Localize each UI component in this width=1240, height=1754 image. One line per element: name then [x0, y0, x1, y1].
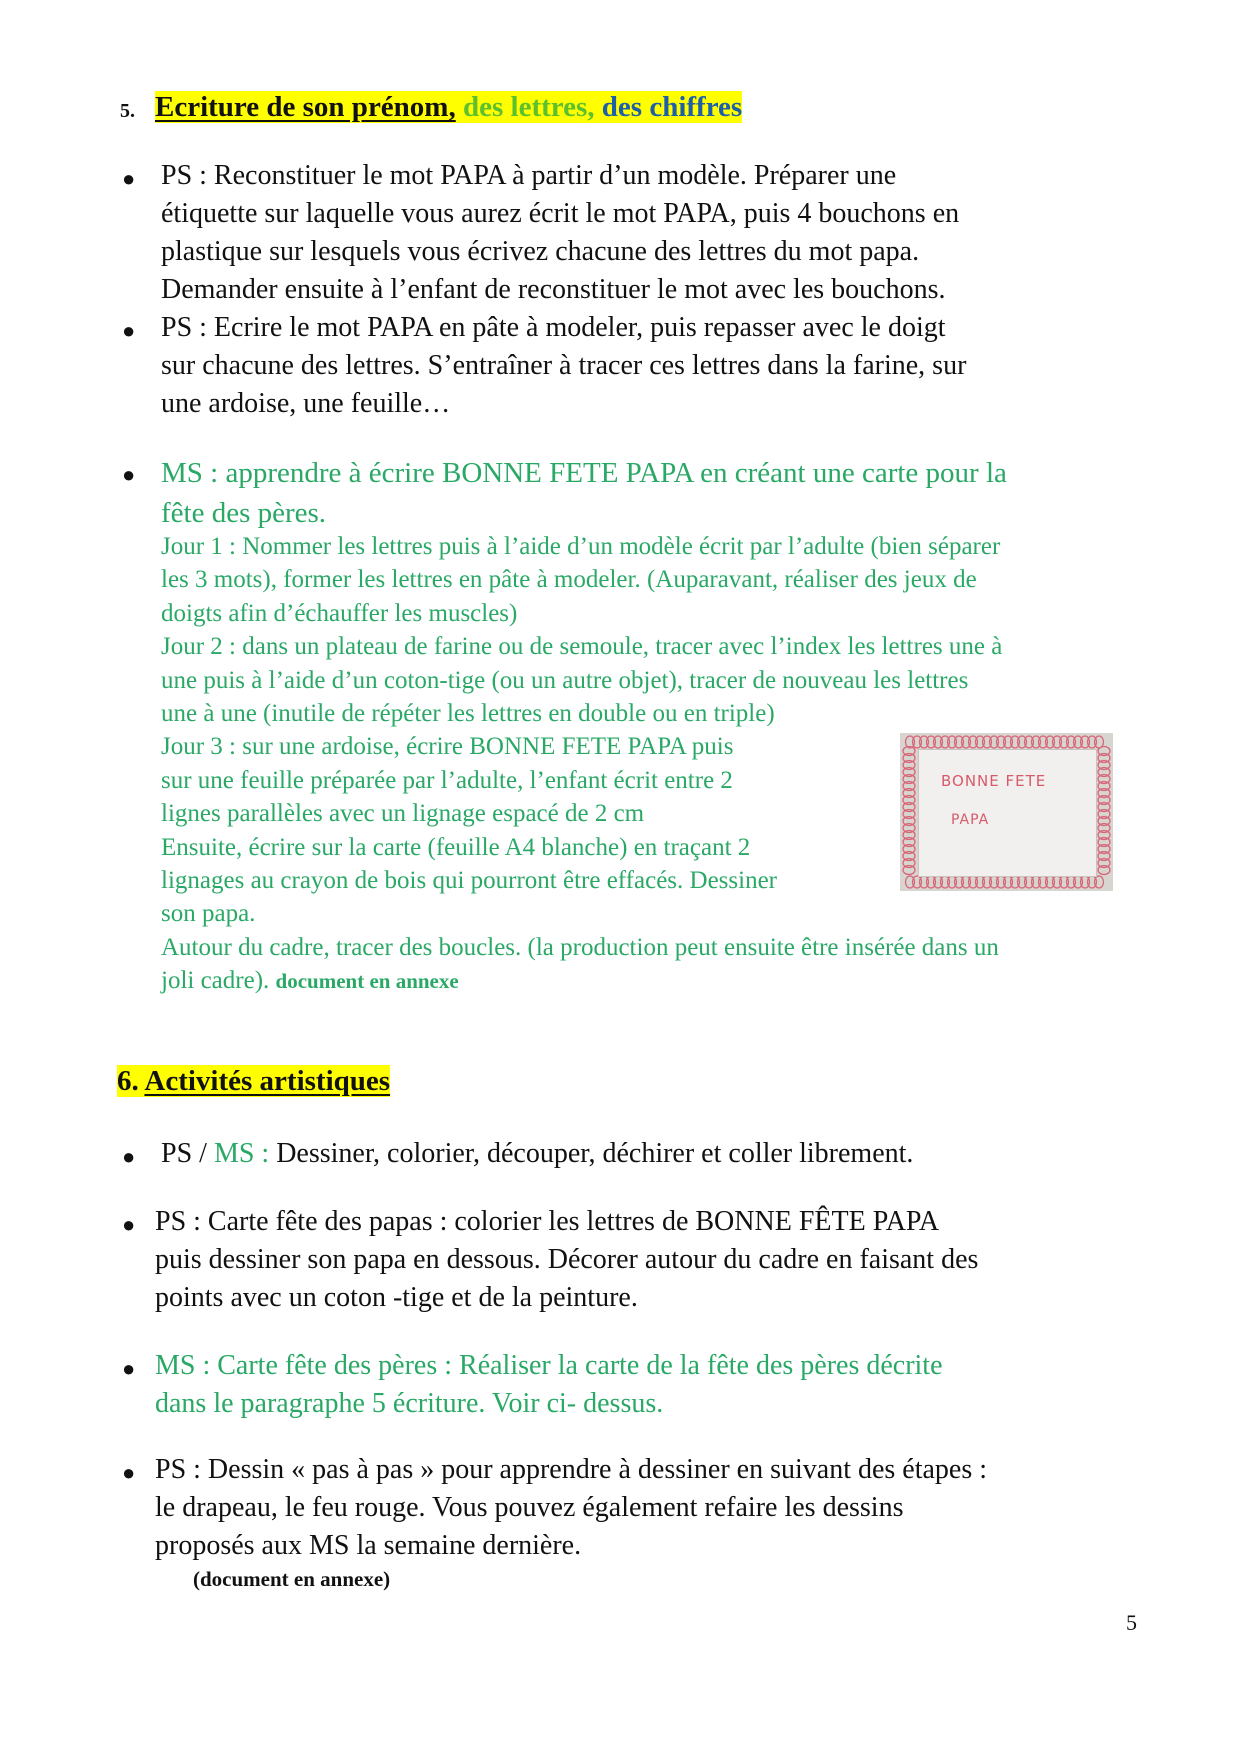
- text-line: une à une (inutile de répéter les lettres en double ou en triple): [161, 700, 775, 728]
- bullet-icon: ●: [122, 166, 136, 191]
- section5-title-part3: des chiffres: [601, 91, 743, 123]
- card-photo: [900, 733, 1113, 891]
- bullet-icon: ●: [122, 462, 136, 487]
- ps-modeling-paragraph: [161, 309, 966, 423]
- text-line: sur chacune des lettres. S’entraîner à tracer ces lettres dans la farine, sur: [161, 350, 967, 381]
- ps-reconstitute-paragraph: [161, 157, 959, 309]
- text-line: proposés aux MS la semaine dernière.: [155, 1530, 582, 1561]
- text-line: PS : Reconstituer le mot PAPA à partir d’un modèle. Préparer une: [161, 160, 897, 191]
- text-line: son papa.: [161, 900, 256, 928]
- bullet-icon: ●: [122, 1460, 136, 1485]
- card-inner: [918, 749, 1097, 877]
- text-line: PS : Dessin « pas à pas » pour apprendre à dessiner en suivant des étapes :: [155, 1454, 988, 1485]
- section6-number: 6.: [117, 1065, 139, 1097]
- text-line: sur une feuille préparée par l’adulte, l’enfant écrit entre 2: [161, 766, 733, 794]
- text-line: points avec un coton -tige et de la peinture.: [155, 1282, 638, 1313]
- text-line: Jour 1 : Nommer les lettres puis à l’aide d’un modèle écrit par l’adulte (bien séparer: [161, 533, 1001, 560]
- ms-card-paragraph: [161, 453, 1007, 533]
- card-text-papa: PAPA: [951, 812, 990, 828]
- section6-title: Activités artistiques: [144, 1065, 391, 1097]
- psms-free-drawing: [161, 1135, 913, 1173]
- psms-text: Dessiner, colorier, découper, déchirer et coller librement.: [276, 1138, 914, 1169]
- bullet-icon: ●: [122, 1356, 136, 1381]
- ms-detail-paragraph: [161, 530, 1002, 999]
- section5-title-part1: Ecriture de son prénom,: [155, 91, 456, 123]
- text-line: MS : apprendre à écrire BONNE FETE PAPA en créant une carte pour la: [161, 457, 1007, 489]
- text-line: lignages au crayon de bois qui pourront être effacés. Dessiner: [161, 867, 777, 895]
- text-line: puis dessiner son papa en dessous. Décorer autour du cadre en faisant des: [155, 1244, 979, 1275]
- text-line: plastique sur lesquels vous écrivez chacune des lettres du mot papa.: [161, 236, 920, 267]
- text-line: PS : Carte fête des papas : colorier les lettres de BONNE FÊTE PAPA: [155, 1206, 940, 1237]
- bullet-icon: ●: [122, 1212, 136, 1237]
- bullet-icon: ●: [122, 318, 136, 343]
- prefix-ms: MS :: [213, 1138, 270, 1169]
- text-line: dans le paragraphe 5 écriture. Voir ci- dessus.: [155, 1388, 664, 1419]
- text-line: une ardoise, une feuille…: [161, 388, 451, 419]
- prefix-ps: PS /: [161, 1138, 207, 1169]
- annex-note: document en annexe: [275, 969, 459, 994]
- card-text-bonne-fete: BONNE FETE: [941, 772, 1047, 790]
- text-line: joli cadre). document en annexe: [161, 967, 459, 995]
- annex-note: (document en annexe): [193, 1567, 391, 1591]
- text-line: une puis à l’aide d’un coton-tige (ou un autre objet), tracer de nouveau les lettres: [161, 666, 969, 694]
- text-line: Autour du cadre, tracer des boucles. (la production peut ensuite être insérée dans un: [161, 933, 999, 961]
- section5-heading: [155, 89, 742, 125]
- section5-title-part2: des lettres,: [462, 91, 595, 123]
- text-line: MS : Carte fête des pères : Réaliser la carte de la fête des pères décrite: [155, 1350, 943, 1381]
- section5-number: 5.: [120, 100, 135, 122]
- text-line: le drapeau, le feu rouge. Vous pouvez également refaire les dessins: [155, 1492, 904, 1523]
- section6-heading: [117, 1063, 390, 1099]
- text-line: fête des pères.: [161, 497, 327, 529]
- text-line: étiquette sur laquelle vous aurez écrit le mot PAPA, puis 4 bouchons en: [161, 198, 960, 229]
- text-line: les 3 mots), former les lettres en pâte à modeler. (Auparavant, réaliser des jeux de: [161, 566, 977, 594]
- bullet-icon: ●: [122, 1144, 136, 1169]
- text-line: Ensuite, écrire sur la carte (feuille A4 blanche) en traçant 2: [161, 833, 751, 861]
- ms-card-section6-paragraph: [155, 1347, 943, 1423]
- text-line: lignes parallèles avec un lignage espacé de 2 cm: [161, 800, 645, 828]
- text-line: PS : Ecrire le mot PAPA en pâte à modeler, puis repasser avec le doigt: [161, 312, 946, 343]
- text-line: Jour 3 : sur une ardoise, écrire BONNE FETE PAPA puis: [161, 733, 734, 761]
- text-line: doigts afin d’échauffer les muscles): [161, 599, 518, 627]
- text-line: Jour 2 : dans un plateau de farine ou de semoule, tracer avec l’index les lettres une à: [161, 633, 1003, 661]
- page-number: 5: [1126, 1610, 1137, 1635]
- text-line: Demander ensuite à l’enfant de reconstituer le mot avec les bouchons.: [161, 274, 946, 305]
- ps-card-paragraph: [155, 1203, 978, 1317]
- ps-drawing-paragraph: [155, 1451, 987, 1565]
